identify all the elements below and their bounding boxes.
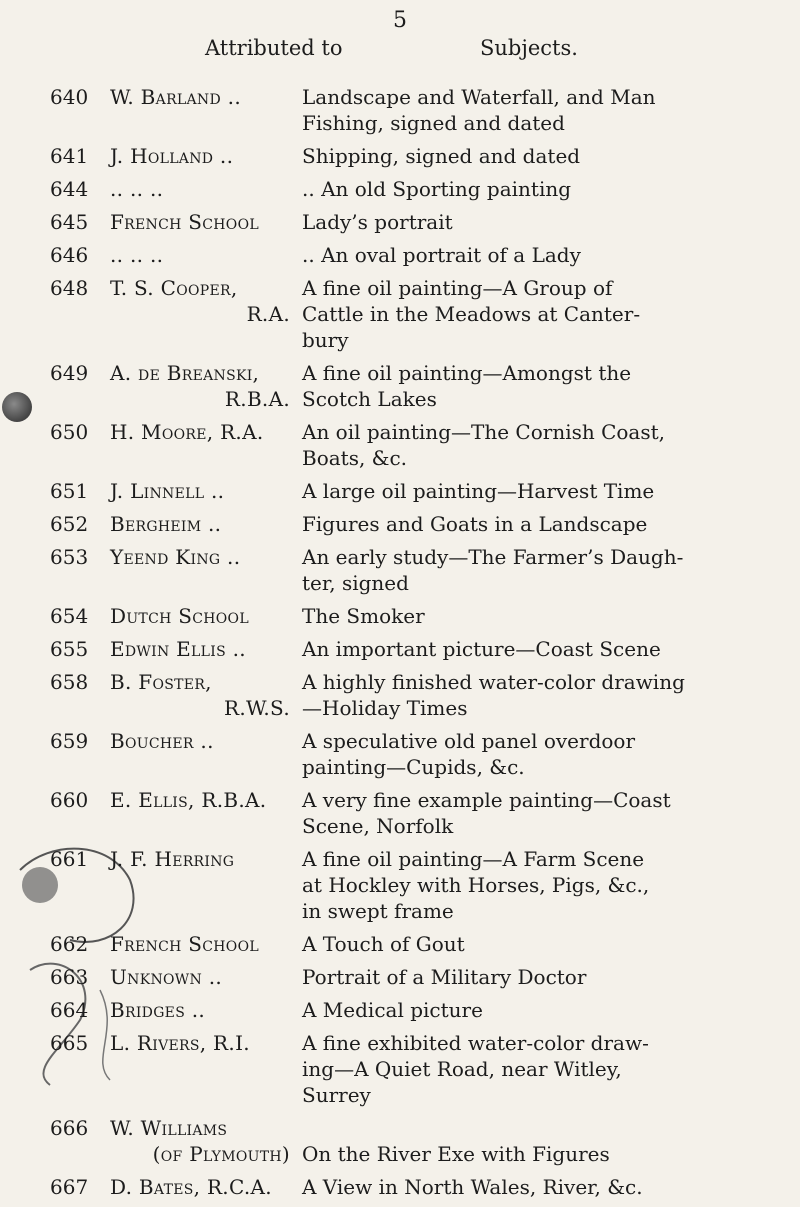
lot-number: 655 [50, 637, 89, 661]
lot-number: 644 [50, 177, 89, 201]
artist-line: W. Williams [110, 1116, 228, 1140]
subject-line: painting—Cupids, &c. [302, 755, 525, 779]
catalogue-entry [0, 1174, 800, 1207]
lot-number: 665 [50, 1031, 89, 1055]
subject-line: An early study—The Farmer’s Daugh- [302, 545, 684, 569]
artist-line: B. Foster, [110, 670, 212, 694]
artist-line: H. Moore, R.A. [110, 420, 264, 444]
lot-number: 662 [50, 932, 89, 956]
subject-line: bury [302, 328, 349, 352]
catalogue-entry [0, 275, 800, 360]
subject-description [302, 964, 772, 990]
catalogue-entry [0, 603, 800, 636]
artist-line: D. Bates, R.C.A. [110, 1175, 272, 1199]
lot-number: 640 [50, 85, 89, 109]
artist-line: (of Plymouth) [152, 1142, 290, 1166]
subject-description [302, 360, 772, 412]
artist-name [110, 669, 300, 721]
artist-name [110, 360, 300, 412]
artist-line: J. Linnell .. [110, 479, 225, 503]
subject-description [302, 242, 772, 268]
subject-line: Portrait of a Military Doctor [302, 965, 587, 989]
catalogue-entry [0, 931, 800, 964]
subject-description [302, 419, 772, 471]
page-number: 5 [393, 8, 407, 33]
artist-name [110, 275, 300, 327]
subject-line: A Touch of Gout [302, 932, 465, 956]
catalogue-entry [0, 84, 800, 143]
subject-description [302, 846, 772, 924]
lot-number: 667 [50, 1175, 89, 1199]
lot-number: 658 [50, 670, 89, 694]
artist-name [110, 209, 300, 235]
artist-line: Bridges .. [110, 998, 206, 1022]
subject-line: A Medical picture [302, 998, 483, 1022]
catalogue-entry [0, 846, 800, 931]
lot-number: 654 [50, 604, 89, 628]
catalogue-entry [0, 669, 800, 728]
catalogue-entry [0, 728, 800, 787]
subject-line: Surrey [302, 1083, 371, 1107]
subject-description [302, 275, 772, 353]
lot-number: 659 [50, 729, 89, 753]
artist-line: Dutch School [110, 604, 249, 628]
artist-name [110, 728, 300, 754]
subject-line: On the River Exe with Figures [302, 1142, 610, 1166]
catalogue-entry [0, 1030, 800, 1115]
subject-description [302, 1174, 772, 1200]
subject-line: Lady’s portrait [302, 210, 453, 234]
subject-description [302, 544, 772, 596]
artist-line: L. Rivers, R.I. [110, 1031, 250, 1055]
subject-line: Cattle in the Meadows at Canter- [302, 302, 641, 326]
lot-number: 641 [50, 144, 89, 168]
lot-number: 651 [50, 479, 89, 503]
subject-line [302, 1115, 772, 1141]
catalogue-entry [0, 419, 800, 478]
lot-number: 653 [50, 545, 89, 569]
artist-name [110, 603, 300, 629]
catalogue-entry [0, 360, 800, 419]
artist-line: .. .. .. [110, 243, 164, 267]
lot-number: 645 [50, 210, 89, 234]
subject-description [302, 997, 772, 1023]
catalogue-entry [0, 636, 800, 669]
artist-line: R.A. [246, 302, 290, 326]
artist-name [110, 931, 300, 957]
subject-description [302, 1115, 772, 1167]
artist-name [110, 478, 300, 504]
subject-description [302, 176, 772, 202]
subject-line: .. An old Sporting painting [302, 177, 572, 201]
subject-line: Scotch Lakes [302, 387, 437, 411]
subject-line: ter, signed [302, 571, 409, 595]
catalogue-entry [0, 478, 800, 511]
artist-name [110, 419, 300, 445]
subject-description [302, 603, 772, 629]
artist-line: French School [110, 932, 259, 956]
artist-name [110, 997, 300, 1023]
artist-line: E. Ellis, R.B.A. [110, 788, 267, 812]
subject-description [302, 143, 772, 169]
subject-line: A large oil painting—Harvest Time [302, 479, 655, 503]
subject-line: Landscape and Waterfall, and Man [302, 85, 656, 109]
subject-line: A fine exhibited water-color draw- [302, 1031, 649, 1055]
artist-name [110, 1174, 300, 1200]
lot-number: 664 [50, 998, 89, 1022]
catalogue-entry [0, 511, 800, 544]
subject-line: An important picture—Coast Scene [302, 637, 661, 661]
catalogue-entry [0, 242, 800, 275]
artist-name [110, 544, 300, 570]
lot-number: 663 [50, 965, 89, 989]
subject-line: A highly finished water-color drawing [302, 670, 685, 694]
artist-name [110, 242, 300, 268]
subject-line: The Smoker [302, 604, 425, 628]
attributed-to-header: Attributed to [205, 36, 343, 60]
artist-line: .. .. .. [110, 177, 164, 201]
subject-line: A very fine example painting—Coast [302, 788, 671, 812]
subject-line: Figures and Goats in a Landscape [302, 512, 648, 536]
artist-line: J. Holland .. [110, 144, 234, 168]
artist-name [110, 511, 300, 537]
catalogue-entry [0, 964, 800, 997]
subject-line: in swept frame [302, 899, 454, 923]
lot-number: 649 [50, 361, 89, 385]
artist-line: Bergheim .. [110, 512, 222, 536]
subject-description [302, 728, 772, 780]
artist-line: A. de Breanski, [110, 361, 260, 385]
lot-number: 666 [50, 1116, 89, 1140]
subject-line: Boats, &c. [302, 446, 408, 470]
subject-description [302, 931, 772, 957]
artist-line: R.W.S. [224, 696, 290, 720]
subject-description [302, 478, 772, 504]
subject-line: An oil painting—The Cornish Coast, [302, 420, 666, 444]
artist-name [110, 636, 300, 662]
artist-name [110, 964, 300, 990]
subject-line: A View in North Wales, River, &c. [302, 1175, 643, 1199]
lot-number: 660 [50, 788, 89, 812]
subject-description [302, 636, 772, 662]
catalogue-entry [0, 544, 800, 603]
artist-name [110, 846, 300, 872]
artist-line: R.B.A. [224, 387, 290, 411]
catalogue-entry [0, 143, 800, 176]
subject-description [302, 1030, 772, 1108]
subject-line: .. An oval portrait of a Lady [302, 243, 581, 267]
catalogue-entry [0, 997, 800, 1030]
artist-line: Edwin Ellis .. [110, 637, 246, 661]
artist-name [110, 84, 300, 110]
artist-name [110, 1115, 300, 1167]
subject-line: ing—A Quiet Road, near Witley, [302, 1057, 622, 1081]
artist-line: J. F. Herring [110, 847, 235, 871]
artist-line: W. Barland .. [110, 85, 241, 109]
catalogue-entry [0, 209, 800, 242]
artist-name [110, 176, 300, 202]
artist-line: T. S. Cooper, [110, 276, 238, 300]
lot-number: 648 [50, 276, 89, 300]
artist-name [110, 1030, 300, 1056]
lot-number: 650 [50, 420, 89, 444]
subject-line: A fine oil painting—A Group of [302, 276, 613, 300]
artist-line: Yeend King .. [110, 545, 241, 569]
subject-description [302, 511, 772, 537]
catalogue-entries [0, 84, 800, 1207]
artist-line: Boucher .. [110, 729, 214, 753]
lot-number: 652 [50, 512, 89, 536]
catalogue-entry [0, 176, 800, 209]
catalogue-entry [0, 787, 800, 846]
artist-name [110, 143, 300, 169]
subject-description [302, 84, 772, 136]
subject-description [302, 209, 772, 235]
lot-number: 646 [50, 243, 89, 267]
artist-line: Unknown .. [110, 965, 223, 989]
catalogue-entry [0, 1115, 800, 1174]
subject-line: A fine oil painting—Amongst the [302, 361, 632, 385]
artist-line: French School [110, 210, 259, 234]
subject-line: Scene, Norfolk [302, 814, 454, 838]
subject-line: —Holiday Times [302, 696, 468, 720]
subject-line: Fishing, signed and dated [302, 111, 565, 135]
subject-line: A fine oil painting—A Farm Scene [302, 847, 645, 871]
lot-number: 661 [50, 847, 89, 871]
artist-name [110, 787, 300, 813]
subject-description [302, 669, 772, 721]
subject-line: A speculative old panel overdoor [302, 729, 636, 753]
subject-line: at Hockley with Horses, Pigs, &c., [302, 873, 650, 897]
subject-line: Shipping, signed and dated [302, 144, 581, 168]
subject-description [302, 787, 772, 839]
subjects-header: Subjects. [480, 36, 578, 60]
